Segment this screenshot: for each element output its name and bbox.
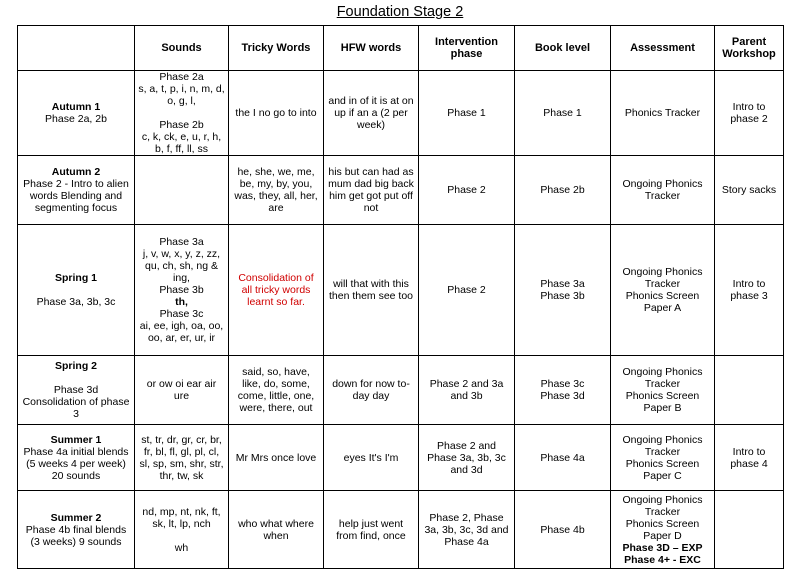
tricky-words-cell: Consolidation of all tricky words learnt so far. [229,225,324,356]
intervention-cell: Phase 2 and Phase 3a, 3b, 3c and 3d [419,425,515,491]
term-description: Phase 4b final blends (3 weeks) 9 sounds [25,523,127,548]
hfw-words-cell: help just went from find, once [324,491,419,569]
term-description: Phase 3d Consolidation of phase 3 [22,384,130,420]
hfw-words-cell: will that with this then them see too [324,225,419,356]
book-level-cell: Phase 4b [515,491,611,569]
book-level-cell: Phase 1 [515,71,611,156]
table-row-autumn-1 [18,71,784,156]
assessment-cell [611,425,715,491]
page-title: Foundation Stage 2 [336,4,464,20]
term-name: Autumn 2 [51,166,101,178]
book-level-cell [515,356,611,425]
parent-workshop-cell: Intro to phase 4 [715,425,784,491]
term-description: Phase 4a initial blends (5 weeks 4 per week) 20 sounds [23,445,129,482]
term-cell [18,425,135,491]
table-row-autumn-2 [18,156,784,225]
term-name: Summer 1 [50,433,102,446]
tricky-words-cell: he, she, we, me, be, my, by, you, was, they, all, her, are [229,156,324,225]
header-hfw-words: HFW words [324,26,419,71]
term-cell [18,356,135,425]
header-book-level: Book level [515,26,611,71]
sounds-cell [135,225,229,356]
assessment-line: Ongoing Phonics Tracker [622,178,703,202]
table-row-spring-1 [18,225,784,356]
parent-workshop-cell: Intro to phase 3 [715,225,784,356]
table-row-summer-2 [18,491,784,569]
parent-workshop-cell [715,491,784,569]
sounds-cell: or ow oi ear air ure [135,356,229,425]
intervention-cell: Phase 2 and 3a and 3b [419,356,515,425]
assessment-cell [611,491,715,569]
sounds-cell [135,71,229,156]
assessment-cell [611,356,715,425]
book-level-line: Phase 3a [540,278,585,290]
tricky-words-cell: said, so, have, like, do, some, come, little, one, were, there, out [229,356,324,425]
assessment-cell [611,156,715,225]
intervention-cell: Phase 2 [419,225,515,356]
table-row-spring-2 [18,356,784,425]
hfw-words-cell: his but can had as mum dad big back him get got put off not [324,156,419,225]
header-sounds: Sounds [135,26,229,71]
parent-workshop-cell: Intro to phase 2 [715,71,784,156]
book-level-line: Phase 3b [540,290,585,302]
term-name: Spring 1 [54,272,97,284]
intervention-cell: Phase 1 [419,71,515,156]
assessment-target-exc: Phase 4+ - EXC [624,553,701,566]
term-cell [18,156,135,225]
assessment-line: Phonics Screen Paper D [625,517,700,542]
sounds-phase-title: Phase 2a [159,71,204,83]
intervention-cell: Phase 2, Phase 3a, 3b, 3c, 3d and Phase 4a [419,491,515,569]
sounds-cell [135,156,229,225]
assessment-line: Ongoing Phonics Tracker [622,266,703,290]
header-term [18,26,135,71]
book-level-line: Phase 3c [540,378,585,390]
sounds-phase-text: s, a, t, p, i, n, m, d, o, g, l, [138,83,225,107]
sounds-line: nd, mp, nt, nk, ft, sk, lt, lp, nch [142,505,221,530]
book-level-line: Phase 3d [540,390,585,402]
tricky-words-cell: the I no go to into [229,71,324,156]
sounds-line: wh [174,541,189,554]
term-name: Spring 2 [54,360,97,372]
book-level-cell: Phase 4a [515,425,611,491]
hfw-words-cell: and in of it is at on up if an a (2 per week) [324,71,419,156]
term-description: Phase 3a, 3b, 3c [36,296,116,308]
sounds-phase-title: Phase 3a [159,236,204,248]
term-description: Phase 2 - Intro to alien words Blending and segmenting focus [23,178,129,214]
book-level-cell: Phase 2b [515,156,611,225]
assessment-cell [611,225,715,356]
hfw-words-cell: eyes It's I'm [324,425,419,491]
header-assessment: Assessment [611,26,715,71]
sounds-phase-title: Phase 2b [159,119,204,131]
assessment-line: Ongoing Phonics Tracker [622,366,703,390]
table-row-summer-1 [18,425,784,491]
header-tricky-words: Tricky Words [229,26,324,71]
parent-workshop-cell: Story sacks [715,156,784,225]
assessment-line: Phonics Screen Paper C [625,457,700,482]
header-row [18,26,784,71]
header-intervention-phase: Intervention phase [419,26,515,71]
intervention-cell: Phase 2 [419,156,515,225]
term-cell [18,491,135,569]
sounds-cell [135,491,229,569]
assessment-target-exp: Phase 3D – EXP [622,541,703,554]
assessment-line: Ongoing Phonics Tracker [622,493,703,518]
assessment-cell [611,71,715,156]
term-cell [18,71,135,156]
hfw-words-cell: down for now to-day day [324,356,419,425]
parent-workshop-cell [715,356,784,425]
book-level-cell [515,225,611,356]
sounds-phase-text: th, [175,296,188,308]
curriculum-table [17,25,784,569]
assessment-line: Phonics Tracker [624,107,701,119]
term-name: Summer 2 [50,511,102,524]
assessment-line: Phonics Screen Paper A [625,290,700,314]
assessment-line: Ongoing Phonics Tracker [622,433,703,458]
term-name: Autumn 1 [51,101,101,113]
term-description: Phase 2a, 2b [45,113,107,125]
sounds-phase-title: Phase 3b [159,284,204,296]
tricky-words-cell: who what where when [229,491,324,569]
term-cell [18,225,135,356]
sounds-phase-title: Phase 3c [159,308,204,320]
tricky-words-cell: Mr Mrs once love [229,425,324,491]
assessment-line: Phonics Screen Paper B [625,390,700,414]
header-parent-workshop: Parent Workshop [715,26,784,71]
sounds-cell: st, tr, dr, gr, cr, br, fr, bl, fl, gl, pl, cl, sl, sp, sm, shr, str, thr, tw, sk [135,425,229,491]
sounds-phase-text: j, v, w, x, y, z, zz, qu, ch, sh, ng & ing, [142,248,221,284]
sounds-phase-text: c, k, ck, e, u, r, h, b, f, ff, ll, ss [141,131,222,155]
sounds-phase-text: ai, ee, igh, oa, oo, oo, ar, er, ur, ir [139,320,224,344]
